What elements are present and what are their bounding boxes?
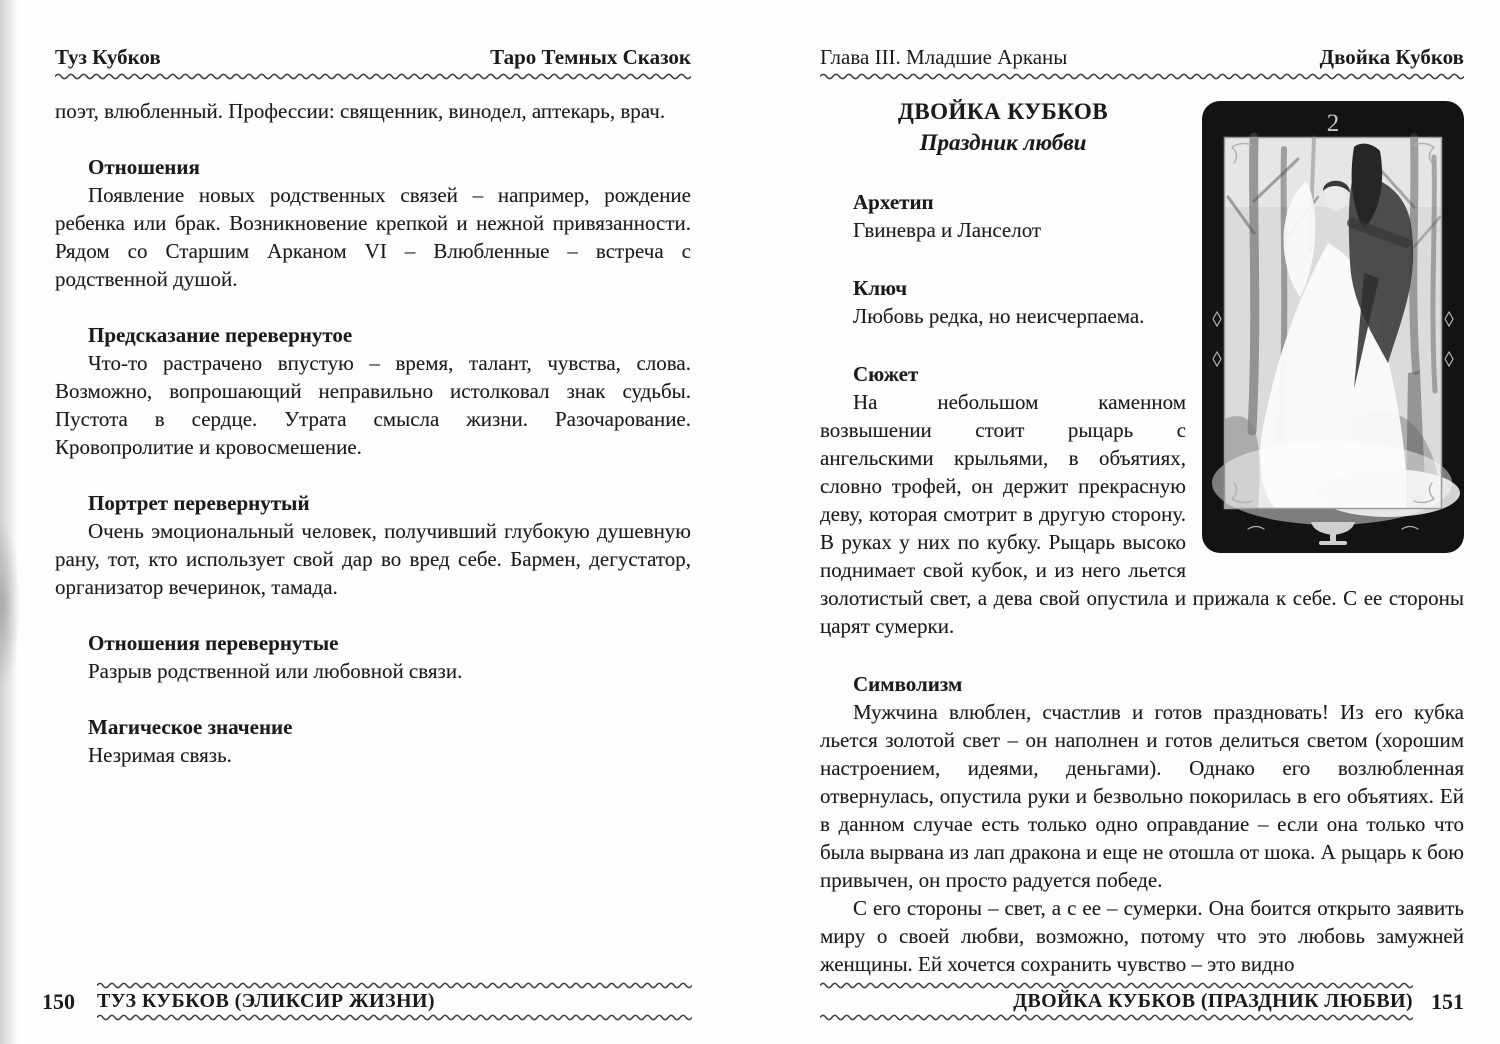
right-page-footer (820, 982, 1464, 1021)
wavy-divider (820, 1014, 1413, 1021)
left-page-number: 150 (42, 988, 75, 1014)
wavy-divider (97, 982, 692, 989)
section-text: Мужчина влюблен, счастлив и готов праздновать! Из его кубка льется золотой свет – он наполнен и готов делиться светом (хорошим настроением, идеями, деньгами). Однако его возлюбленная отвернулась, опустила руки и безвольно покорилась в его объятиях. Ей в данном случае есть только одно оправдание – если она только что была вырвана из лап дракона и еще не отошла от шока. А рыцарь к бою привычен, он просто радуется победе. (820, 700, 1464, 892)
section-text: Любовь редка, но неисчерпаема. (853, 304, 1145, 328)
section-heading: Отношения перевернутые (88, 631, 339, 655)
section-heading: Магическое значение (88, 715, 293, 739)
section-text: На небольшом каменном возвышении стоит рыцарь с ангельскими крыльями, в объятиях, словно трофей, он держит прекрасную деву, которая смотрит в другую сторону. В руках у них по кубку. Рыцарь высоко поднимает свой кубок, и из него льется золотистый свет, а дева свой опустила и прижала к себе. С ее стороны царят сумерки. (820, 390, 1464, 638)
right-footer-title: ДВОЙКА КУБКОВ (ПРАЗДНИК ЛЮБВИ) (1013, 990, 1413, 1012)
card-page-title: ДВОЙКА КУБКОВ (897, 99, 1109, 124)
section-magic-meaning (55, 713, 691, 769)
section-relations (55, 153, 691, 293)
section-text: Гвиневра и Ланселот (853, 218, 1042, 242)
right-page-body (820, 97, 1464, 978)
wavy-divider (55, 73, 691, 80)
left-footer-title-block (97, 982, 692, 1021)
right-header-chapter: Глава III. Младшие Арканы (820, 45, 1068, 69)
right-footer-title-block (820, 982, 1413, 1021)
section-text: Очень эмоциональный человек, получивший глубокую душевную рану, тот, кто использует свой дар во вред себе. Бармен, дегустатор, организатор вечеринок, тамада. (55, 519, 691, 599)
section-symbolism (820, 670, 1464, 978)
left-footer-title: ТУЗ КУБКОВ (ЭЛИКСИР ЖИЗНИ) (97, 990, 435, 1012)
section-heading: Архетип (853, 190, 934, 214)
section-prediction-reversed (55, 321, 691, 461)
section-text: С его стороны – свет, а с ее – сумерки. Она боится открыто заявить миру о своей любви, возможно, потому что это любовь замужней женщины. Ей хочется сохранить чувство – это видно (820, 896, 1464, 976)
section-heading: Предсказание перевернутое (88, 323, 353, 347)
section-heading: Портрет перевернутый (88, 491, 310, 515)
wavy-divider (820, 982, 1413, 989)
right-header-card-name: Двойка Кубков (1319, 45, 1464, 69)
left-page-footer (42, 982, 692, 1021)
section-text: Появление новых родственных связей – например, рождение ребенка или брак. Возникновение крепкой и нежной привязанности. Рядом со Старшим Арканом VI – Влюбленные – встреча с родственной душой. (55, 183, 691, 291)
left-page-body (55, 97, 691, 769)
section-text: Разрыв родственной или любовной связи. (88, 659, 463, 683)
section-relations-reversed (55, 629, 691, 685)
page-left (55, 44, 691, 769)
section-heading: Отношения (88, 155, 200, 179)
left-header-book-title: Таро Темных Сказок (490, 45, 691, 69)
section-text: Незримая связь. (88, 743, 232, 767)
wavy-divider (820, 73, 1464, 80)
right-running-head (820, 44, 1464, 70)
forest-scene (1212, 137, 1460, 525)
card-page-subtitle: Праздник любви (919, 130, 1087, 155)
section-heading: Сюжет (853, 362, 919, 386)
left-running-head (55, 44, 691, 70)
section-portrait-reversed (55, 489, 691, 601)
wavy-divider (97, 1014, 692, 1021)
intro-paragraph: поэт, влюбленный. Профессии: священник, винодел, аптекарь, врач. (55, 99, 666, 123)
section-heading: Символизм (853, 672, 963, 696)
card-number: 2 (1326, 110, 1340, 137)
section-heading: Ключ (853, 276, 908, 300)
section-text: Что-то растрачено впустую – время, талант, чувства, слова. Возможно, вопрошающий неправильно истолковал знак судьбы. Пустота в сердце. Утрата смысла жизни. Разочарование. Кровопролитие и кровосмешение. (55, 351, 691, 459)
tarot-card-image (1202, 101, 1464, 553)
right-page-number: 151 (1431, 988, 1464, 1014)
page-right (820, 44, 1464, 978)
left-header-card-name: Туз Кубков (55, 45, 161, 69)
